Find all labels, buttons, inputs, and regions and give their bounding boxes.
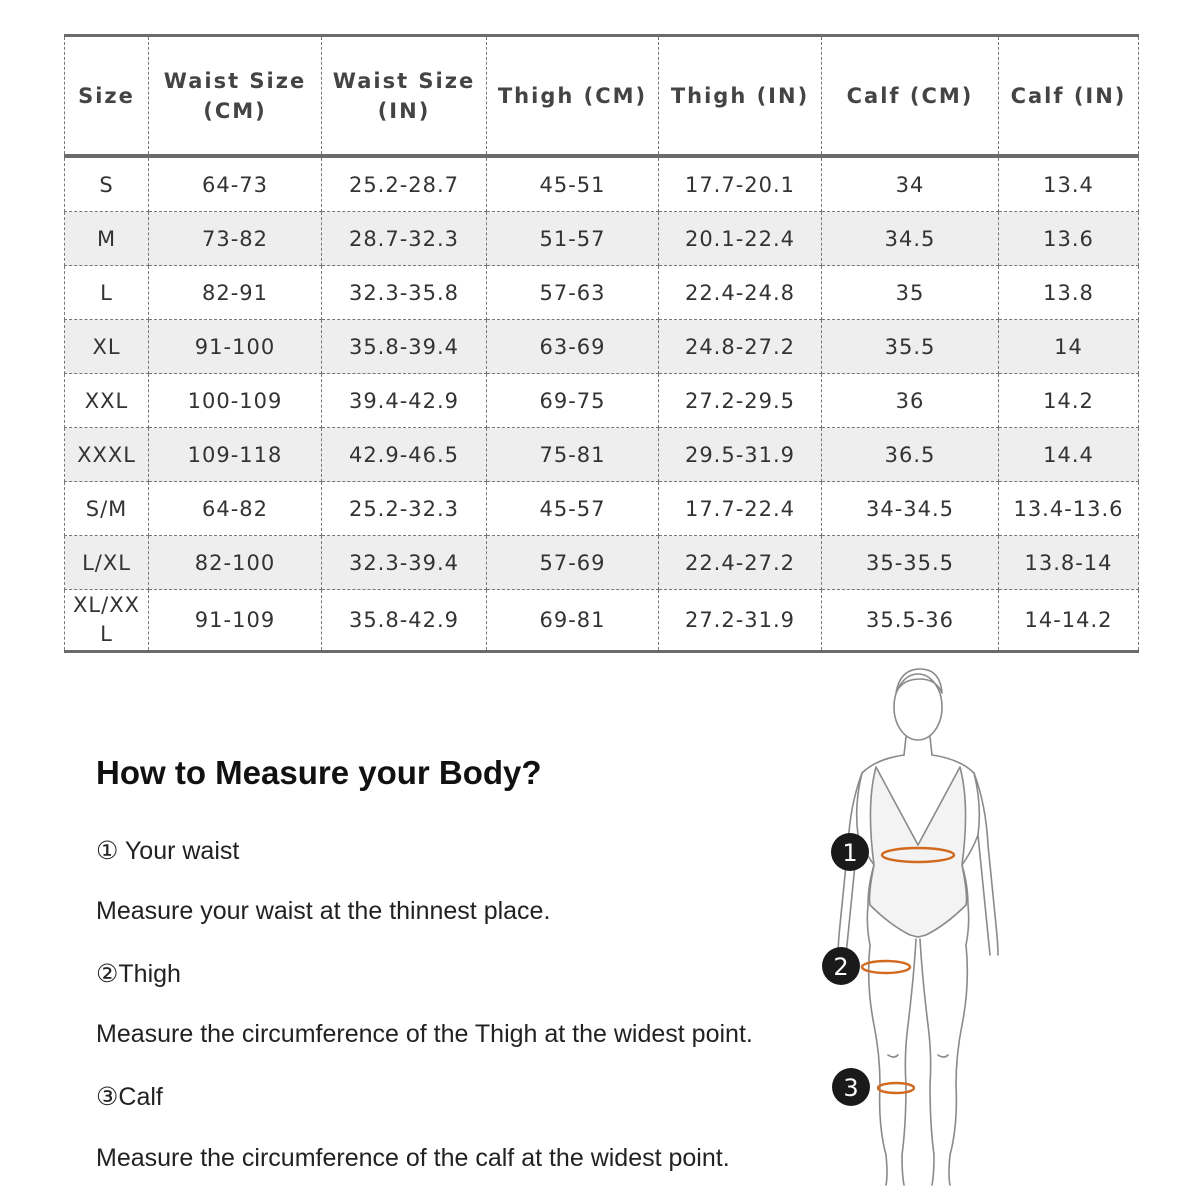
cell-size: XL/XX L (65, 590, 149, 652)
cell-thigh-cm: 45-51 (487, 156, 659, 212)
cell-thigh-cm: 51-57 (487, 212, 659, 266)
cell-calf-in: 14.2 (999, 374, 1139, 428)
marker-1-label: 1 (842, 839, 858, 867)
cell-size: S (65, 156, 149, 212)
table-row (65, 590, 1139, 652)
thigh-heading: ②Thigh (96, 960, 181, 988)
body-figure-svg (690, 655, 1190, 1200)
table-row (65, 428, 1139, 482)
calf-instruction: Measure the circumference of the calf at the widest point. (96, 1144, 730, 1172)
header-thigh-cm: Thigh (CM) (487, 36, 659, 157)
calf-band (878, 1083, 914, 1093)
cell-waist-in: 25.2-28.7 (322, 156, 487, 212)
cell-thigh-in: 22.4-27.2 (659, 536, 822, 590)
header-waist-in: Waist Size (IN) (322, 36, 487, 157)
figure-knee-marks (888, 1055, 948, 1057)
header-calf-cm: Calf (CM) (822, 36, 999, 157)
cell-size: XL (65, 320, 149, 374)
calf-heading: ③Calf (96, 1083, 163, 1111)
cell-thigh-in: 20.1-22.4 (659, 212, 822, 266)
cell-calf-in: 14-14.2 (999, 590, 1139, 652)
waist-heading: ① Your waist (96, 837, 240, 865)
cell-thigh-in: 27.2-29.5 (659, 374, 822, 428)
cell-waist-in: 35.8-42.9 (322, 590, 487, 652)
cell-calf-in: 13.6 (999, 212, 1139, 266)
cell-size: L/XL (65, 536, 149, 590)
cell-waist-cm: 91-100 (149, 320, 322, 374)
thigh-instruction: Measure the circumference of the Thigh at the widest point. (96, 1020, 753, 1048)
cell-size: XXXL (65, 428, 149, 482)
cell-calf-in: 14.4 (999, 428, 1139, 482)
size-chart-table (64, 34, 1139, 653)
cell-waist-cm: 82-91 (149, 266, 322, 320)
cell-calf-cm: 35 (822, 266, 999, 320)
cell-calf-cm: 35.5 (822, 320, 999, 374)
cell-size: L (65, 266, 149, 320)
cell-calf-cm: 34 (822, 156, 999, 212)
waist-instruction: Measure your waist at the thinnest place. (96, 897, 551, 925)
table-row (65, 156, 1139, 212)
cell-waist-in: 25.2-32.3 (322, 482, 487, 536)
marker-1 (831, 833, 869, 871)
cell-thigh-cm: 69-75 (487, 374, 659, 428)
cell-thigh-in: 17.7-22.4 (659, 482, 822, 536)
figure-right-leg (920, 939, 967, 1185)
marker-3-label: 3 (843, 1074, 859, 1102)
cell-thigh-cm: 57-69 (487, 536, 659, 590)
table-body (65, 156, 1139, 652)
cell-waist-cm: 64-73 (149, 156, 322, 212)
cell-waist-in: 35.8-39.4 (322, 320, 487, 374)
figure-right-arm (974, 773, 998, 955)
cell-waist-cm: 100-109 (149, 374, 322, 428)
table-row (65, 212, 1139, 266)
cell-waist-cm: 82-100 (149, 536, 322, 590)
cell-waist-in: 32.3-39.4 (322, 536, 487, 590)
marker-2 (822, 947, 860, 985)
header-waist-cm: Waist Size (CM) (149, 36, 322, 157)
cell-calf-cm: 36.5 (822, 428, 999, 482)
cell-thigh-cm: 75-81 (487, 428, 659, 482)
cell-waist-cm: 73-82 (149, 212, 322, 266)
cell-thigh-in: 17.7-20.1 (659, 156, 822, 212)
cell-waist-in: 39.4-42.9 (322, 374, 487, 428)
cell-calf-in: 14 (999, 320, 1139, 374)
cell-waist-cm: 91-109 (149, 590, 322, 652)
cell-calf-in: 13.8 (999, 266, 1139, 320)
marker-3 (832, 1068, 870, 1106)
cell-calf-in: 13.8-14 (999, 536, 1139, 590)
header-calf-in: Calf (IN) (999, 36, 1139, 157)
table-row (65, 482, 1139, 536)
cell-thigh-in: 24.8-27.2 (659, 320, 822, 374)
cell-thigh-in: 27.2-31.9 (659, 590, 822, 652)
header-size: Size (65, 36, 149, 157)
cell-size: M (65, 212, 149, 266)
cell-thigh-in: 22.4-24.8 (659, 266, 822, 320)
cell-waist-cm: 109-118 (149, 428, 322, 482)
figure-left-leg (869, 939, 916, 1185)
cell-waist-cm: 64-82 (149, 482, 322, 536)
table-row (65, 536, 1139, 590)
cell-waist-in: 32.3-35.8 (322, 266, 487, 320)
cell-thigh-cm: 69-81 (487, 590, 659, 652)
cell-calf-cm: 35.5-36 (822, 590, 999, 652)
body-figure-illustration (690, 655, 1190, 1200)
cell-calf-cm: 34-34.5 (822, 482, 999, 536)
cell-size: XXL (65, 374, 149, 428)
cell-calf-cm: 34.5 (822, 212, 999, 266)
cell-thigh-cm: 57-63 (487, 266, 659, 320)
cell-thigh-in: 29.5-31.9 (659, 428, 822, 482)
header-thigh-in: Thigh (IN) (659, 36, 822, 157)
cell-waist-in: 42.9-46.5 (322, 428, 487, 482)
cell-calf-cm: 36 (822, 374, 999, 428)
cell-size: S/M (65, 482, 149, 536)
table-row (65, 266, 1139, 320)
cell-calf-cm: 35-35.5 (822, 536, 999, 590)
cell-waist-in: 28.7-32.3 (322, 212, 487, 266)
cell-calf-in: 13.4 (999, 156, 1139, 212)
table-header-row (65, 36, 1139, 157)
table-row (65, 320, 1139, 374)
marker-2-label: 2 (833, 953, 849, 981)
guide-title: How to Measure your Body? (96, 754, 542, 791)
table-row (65, 374, 1139, 428)
cell-calf-in: 13.4-13.6 (999, 482, 1139, 536)
cell-thigh-cm: 45-57 (487, 482, 659, 536)
cell-thigh-cm: 63-69 (487, 320, 659, 374)
